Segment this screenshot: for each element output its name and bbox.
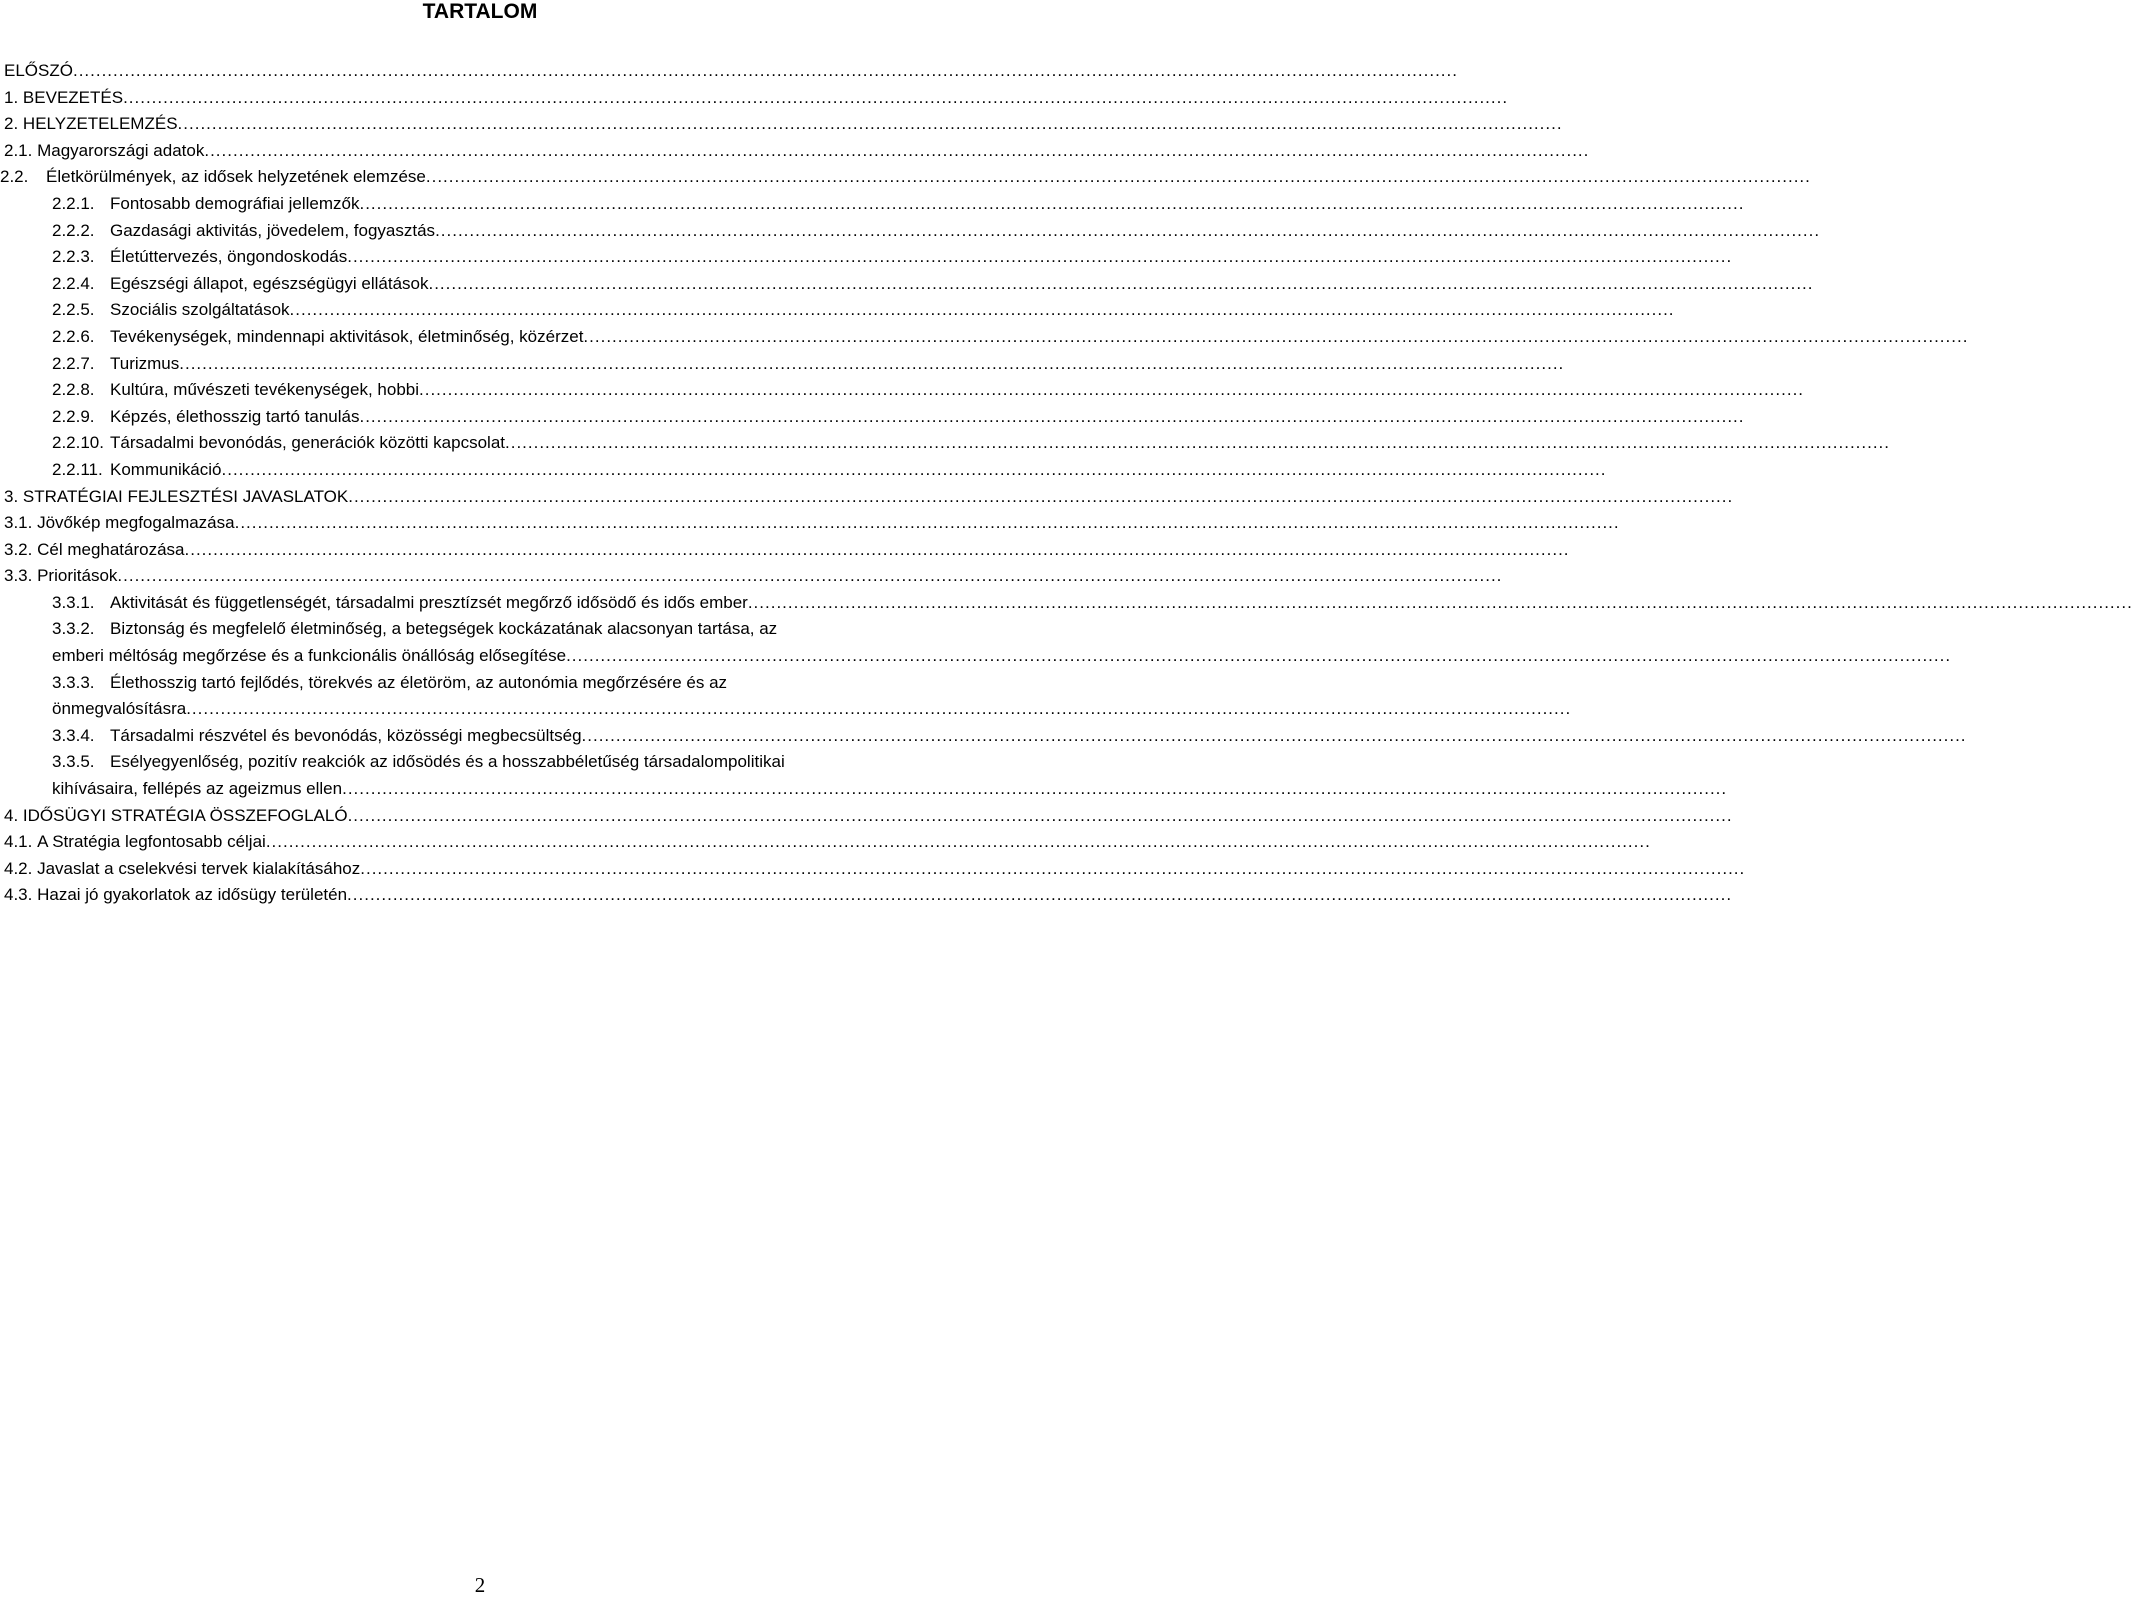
toc-entry[interactable] xyxy=(0,563,960,590)
toc-dot-leader xyxy=(235,510,946,537)
toc-entry-number: 1. xyxy=(4,87,19,107)
toc-dot-leader xyxy=(566,643,946,670)
toc-entry-line xyxy=(52,776,960,803)
toc-entry-line xyxy=(4,537,960,564)
toc-entry-number: 2.2.4. xyxy=(52,273,95,293)
toc-entry[interactable] xyxy=(0,829,960,856)
toc-entry-line xyxy=(52,324,960,351)
toc-entry-title: Hazai jó gyakorlatok az idősügy területén xyxy=(37,885,348,905)
toc-entry-number: 2.2.3. xyxy=(52,247,95,267)
toc-entry-title: Életkörülmények, az idősek helyzetének elemzése xyxy=(46,167,426,187)
toc-entry-number: 3.3. xyxy=(4,566,33,586)
toc-dot-leader xyxy=(290,297,946,324)
toc-entry-number: 2.2.6. xyxy=(52,326,95,346)
toc-entry[interactable] xyxy=(0,723,960,750)
toc-dot-leader xyxy=(348,803,946,830)
toc-entry[interactable] xyxy=(0,218,960,245)
toc-dot-leader xyxy=(123,85,946,112)
toc-entry-number: 3.3.4. xyxy=(52,725,95,745)
toc-dot-leader xyxy=(117,563,946,590)
toc-entry-number: 3.3.5. xyxy=(52,752,95,772)
toc-entry-title: Egészségi állapot, egészségügyi ellátások xyxy=(110,273,429,293)
toc-entry-number: 4. xyxy=(4,805,19,825)
toc-entry-line xyxy=(4,138,960,165)
toc-entry-line xyxy=(52,643,960,670)
toc-entry[interactable] xyxy=(0,377,960,404)
toc-entry-line xyxy=(4,85,960,112)
toc-entry-title: Kultúra, művészeti tevékenységek, hobbi xyxy=(110,380,420,400)
toc-entry[interactable] xyxy=(0,85,960,112)
toc-dot-leader xyxy=(73,58,946,85)
toc-entry-line xyxy=(52,749,960,776)
toc-dot-leader xyxy=(347,244,946,271)
toc-entry-line xyxy=(52,696,960,723)
toc-entry-line xyxy=(52,351,960,378)
toc-entry[interactable] xyxy=(0,58,960,85)
toc-entry-title: Társadalmi részvétel és bevonódás, közösségi megbecsültség xyxy=(110,725,582,745)
toc-entry-number: 3.3.3. xyxy=(52,672,95,692)
toc-entry-title: STRATÉGIAI FEJLESZTÉSI JAVASLATOK xyxy=(22,486,349,506)
toc-entry-title: Élethosszig tartó fejlődés, törekvés az életöröm, az autonómia megőrzésére és az xyxy=(110,672,728,692)
toc-entry[interactable] xyxy=(0,590,960,617)
toc-entry[interactable] xyxy=(0,138,960,165)
toc-entry[interactable] xyxy=(0,324,960,351)
toc-entry[interactable] xyxy=(0,191,960,218)
toc-dot-leader xyxy=(419,377,946,404)
toc-dot-leader xyxy=(178,111,946,138)
toc-entry[interactable] xyxy=(0,351,960,378)
toc-entry-line xyxy=(0,164,960,191)
toc-entry-title: Életúttervezés, öngondoskodás xyxy=(110,247,348,267)
toc-entry-title: Társadalmi bevonódás, generációk közötti kapcsolat xyxy=(110,433,505,453)
toc-entry-number: 2.2.9. xyxy=(52,406,95,426)
toc-entry-number: 2.2.11. xyxy=(52,459,103,479)
toc-entry[interactable] xyxy=(0,297,960,324)
toc-dot-leader xyxy=(359,404,946,431)
toc-entry-title-continuation: önmegvalósításra xyxy=(52,699,187,719)
toc-dot-leader xyxy=(222,457,947,484)
toc-dot-leader xyxy=(179,351,946,378)
toc-entry[interactable] xyxy=(0,271,960,298)
toc-entry[interactable] xyxy=(0,882,960,909)
toc-entry-line xyxy=(52,271,960,298)
toc-entry-number: 2.2. xyxy=(0,167,29,187)
page-title: TARTALOM xyxy=(422,0,538,23)
toc-entry-number: 3.2. xyxy=(4,539,33,559)
toc-entry[interactable] xyxy=(0,856,960,883)
toc-entry[interactable] xyxy=(0,457,960,484)
toc-entry-title: Tevékenységek, mindennapi aktivitások, életminőség, közérzet xyxy=(110,326,584,346)
toc-entry-line xyxy=(52,616,960,643)
toc-entry-title-continuation: emberi méltóság megőrzése és a funkcionális önállóság elősegítése xyxy=(52,646,567,666)
toc-entry-line xyxy=(52,670,960,697)
toc-entry-line xyxy=(4,111,960,138)
toc-entry-number: 2. xyxy=(4,114,19,134)
toc-entry-title: Gazdasági aktivitás, jövedelem, fogyasztás xyxy=(110,220,436,240)
toc-entry-title: Kommunikáció xyxy=(110,459,222,479)
toc-entry-number: 3.3.2. xyxy=(52,619,95,639)
toc-entry-line xyxy=(52,244,960,271)
toc-dot-leader xyxy=(748,590,946,617)
toc-dot-leader xyxy=(186,696,946,723)
toc-entry-title: HELYZETELEMZÉS xyxy=(22,114,178,134)
toc-entry-line xyxy=(52,404,960,431)
toc-dot-leader xyxy=(348,484,946,511)
toc-entry-line xyxy=(52,457,960,484)
toc-entry-number: 2.1. xyxy=(4,140,33,160)
toc-entry[interactable] xyxy=(0,670,960,723)
toc-entry-title: Turizmus xyxy=(110,353,180,373)
toc-entry[interactable] xyxy=(0,749,960,802)
toc-entry-title: Magyarországi adatok xyxy=(37,140,205,160)
toc-entry-line xyxy=(52,218,960,245)
toc-entry-line xyxy=(4,58,960,85)
toc-entry-number: 3.1. xyxy=(4,513,33,533)
toc-entry-number: 2.2.10. xyxy=(52,433,104,453)
toc-entry[interactable] xyxy=(0,164,960,191)
toc-dot-leader xyxy=(583,324,946,351)
toc-entry[interactable] xyxy=(0,111,960,138)
toc-entry-line xyxy=(4,882,960,909)
page-number: 2 xyxy=(474,1573,486,1597)
toc-entry-number: 3. xyxy=(4,486,19,506)
toc-entry-number: 4.3. xyxy=(4,885,33,905)
toc-entry-title: Jövőkép megfogalmazása xyxy=(37,513,235,533)
table-of-contents xyxy=(0,58,960,909)
toc-entry-line xyxy=(4,803,960,830)
toc-entry-title: IDŐSÜGYI STRATÉGIA ÖSSZEFOGLALÓ xyxy=(22,805,348,825)
toc-entry-title: BEVEZETÉS xyxy=(22,87,124,107)
toc-entry-number: 2.2.1. xyxy=(52,193,95,213)
toc-dot-leader xyxy=(342,776,946,803)
toc-entry-line xyxy=(4,563,960,590)
toc-entry-title: Prioritások xyxy=(37,566,118,586)
toc-dot-leader xyxy=(426,164,946,191)
toc-entry-line xyxy=(52,377,960,404)
toc-entry-title: Biztonság és megfelelő életminőség, a betegségek kockázatának alacsonyan tartása, az xyxy=(110,619,778,639)
toc-dot-leader xyxy=(428,271,946,298)
toc-entry-title: Esélyegyenlőség, pozitív reakciók az idősödés és a hosszabbéletűség társadalompolitikai xyxy=(110,752,785,772)
toc-entry[interactable] xyxy=(0,430,960,457)
toc-dot-leader xyxy=(204,138,946,165)
toc-dot-leader xyxy=(435,218,946,245)
toc-entry-title: Szociális szolgáltatások xyxy=(110,300,290,320)
toc-entry-title: Képzés, élethosszig tartó tanulás xyxy=(110,406,360,426)
toc-entry-line xyxy=(4,829,960,856)
toc-dot-leader xyxy=(266,829,946,856)
toc-entry-line xyxy=(52,590,960,617)
toc-entry-line xyxy=(52,191,960,218)
toc-entry[interactable] xyxy=(0,616,960,669)
toc-dot-leader xyxy=(360,856,946,883)
toc-entry-number: 4.2. xyxy=(4,858,33,878)
toc-entry-title-continuation: kihívásaira, fellépés az ageizmus ellen xyxy=(52,779,343,799)
toc-entry[interactable] xyxy=(0,537,960,564)
toc-entry-number: 2.2.2. xyxy=(52,220,95,240)
toc-dot-leader xyxy=(582,723,946,750)
toc-entry-number: 2.2.5. xyxy=(52,300,95,320)
toc-entry[interactable] xyxy=(0,510,960,537)
toc-entry-line xyxy=(52,430,960,457)
toc-entry-number: 3.3.1. xyxy=(52,592,95,612)
toc-entry-title: ELŐSZÓ xyxy=(4,61,73,80)
toc-entry[interactable] xyxy=(0,404,960,431)
toc-entry-title: Javaslat a cselekvési tervek kialakításához xyxy=(37,858,361,878)
toc-entry-title: A Stratégia legfontosabb céljai xyxy=(37,832,266,852)
toc-entry-line xyxy=(52,297,960,324)
toc-entry[interactable] xyxy=(0,803,960,830)
toc-entry-line xyxy=(4,484,960,511)
toc-dot-leader xyxy=(185,537,946,564)
toc-entry-line xyxy=(52,723,960,750)
toc-entry-title: Aktivitását és függetlenségét, társadalmi presztízsét megőrző idősödő és idős ember xyxy=(110,592,748,612)
toc-entry[interactable] xyxy=(0,244,960,271)
toc-entry-number: 2.2.7. xyxy=(52,353,95,373)
toc-entry-line xyxy=(4,510,960,537)
toc-entry-title: Fontosabb demográfiai jellemzők xyxy=(110,193,360,213)
toc-entry[interactable] xyxy=(0,484,960,511)
toc-dot-leader xyxy=(505,430,946,457)
toc-entry-title: Cél meghatározása xyxy=(37,539,185,559)
toc-entry-number: 4.1. xyxy=(4,832,33,852)
toc-entry-line xyxy=(4,856,960,883)
toc-dot-leader xyxy=(347,882,946,909)
toc-dot-leader xyxy=(359,191,946,218)
toc-entry-number: 2.2.8. xyxy=(52,380,95,400)
